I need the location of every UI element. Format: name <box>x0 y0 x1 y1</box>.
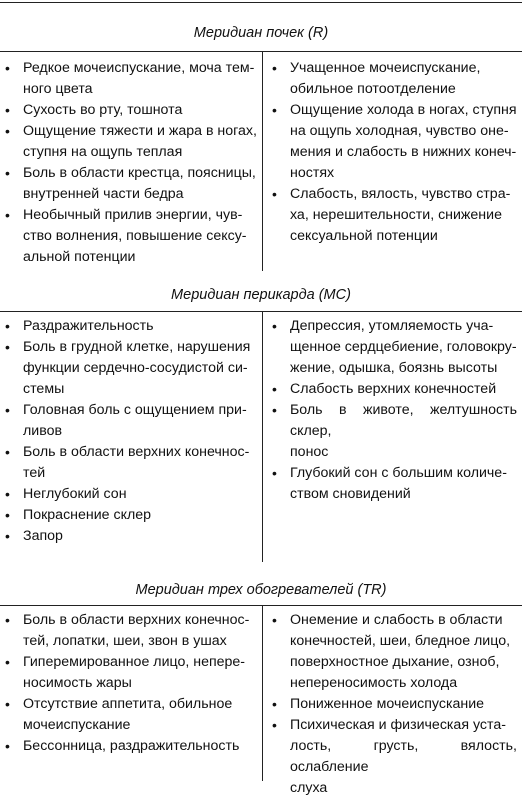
list-item: • Слабость верхних конечностей <box>267 379 517 400</box>
symptom-list <box>0 316 257 547</box>
section-rule <box>0 605 522 606</box>
section-rule <box>0 51 522 52</box>
list-item: • Сухость во рту, тошнота <box>0 100 257 121</box>
list-item: • Отсутствие аппетита, обильное мочеиспускание <box>0 694 257 736</box>
list-item: • Головная боль с ощущением при- ливов <box>0 400 257 442</box>
list-item: • Глубокий сон с большим количе- ством сновидений <box>267 463 517 505</box>
left-column <box>0 610 257 757</box>
right-column <box>267 316 517 505</box>
section-rule <box>0 311 522 312</box>
column-divider <box>262 312 263 562</box>
column-divider <box>262 52 263 271</box>
list-item: • Психическая и физическая уста- лость, грусть, вялость, ослабление слуха <box>267 715 517 799</box>
list-item: • Редкое мочеиспускание, моча тем- ного цвета <box>0 58 257 100</box>
list-item: • Депрессия, утомляемость уча- щенное сердцебиение, головокру- жение, одышка, боязнь высоты <box>267 316 517 379</box>
list-item: • Боль в животе, желтушность склер, понос <box>267 400 517 463</box>
top-rule <box>0 2 522 3</box>
list-item: • Раздражительность <box>0 316 257 337</box>
list-item: • Бессонница, раздражительность <box>0 736 257 757</box>
list-item: • Онемение и слабость в области конечностей, шеи, бледное лицо, поверхностное дыхание, озноб, непереносимость холода <box>267 610 517 694</box>
section-title: Меридиан перикарда (MC) <box>171 287 351 303</box>
symptom-list <box>267 316 517 505</box>
list-item: • Учащенное мочеиспускание, обильное потоотделение <box>267 58 517 100</box>
section-title: Меридиан почек (R) <box>193 25 329 41</box>
symptom-list <box>0 610 257 757</box>
list-item: • Боль в области верхних конечнос- тей <box>0 442 257 484</box>
symptom-list <box>267 58 517 247</box>
left-column <box>0 58 257 268</box>
section-title: Меридиан трех обогревателей (TR) <box>135 582 387 598</box>
list-item: • Гиперемированное лицо, непере- носимость жары <box>0 652 257 694</box>
list-item: • Неглубокий сон <box>0 484 257 505</box>
right-column <box>267 610 517 799</box>
column-divider <box>262 606 263 781</box>
list-item: • Боль в области верхних конечнос- тей, лопатки, шеи, звон в ушах <box>0 610 257 652</box>
list-item: • Ощущение холода в ногах, ступня на ощупь холодная, чувство оне- мения и слабость в нижних конеч- ностях <box>267 100 517 184</box>
list-item: • Ощущение тяжести и жара в ногах, ступня на ощупь теплая <box>0 121 257 163</box>
list-item: • Пониженное мочеиспускание <box>267 694 517 715</box>
list-item: • Запор <box>0 526 257 547</box>
left-column <box>0 316 257 547</box>
list-item: • Покраснение склер <box>0 505 257 526</box>
list-item: • Боль в области крестца, поясницы, внутренней части бедра <box>0 163 257 205</box>
list-item: • Необычный прилив энергии, чув- ство волнения, повышение сексу- альной потенции <box>0 205 257 268</box>
right-column <box>267 58 517 247</box>
list-item: • Слабость, вялость, чувство стра- ха, нерешительности, снижение сексуальной потенции <box>267 184 517 247</box>
symptom-list <box>267 610 517 799</box>
list-item: • Боль в грудной клетке, нарушения функции сердечно-сосудистой си- стемы <box>0 337 257 400</box>
symptom-list <box>0 58 257 268</box>
